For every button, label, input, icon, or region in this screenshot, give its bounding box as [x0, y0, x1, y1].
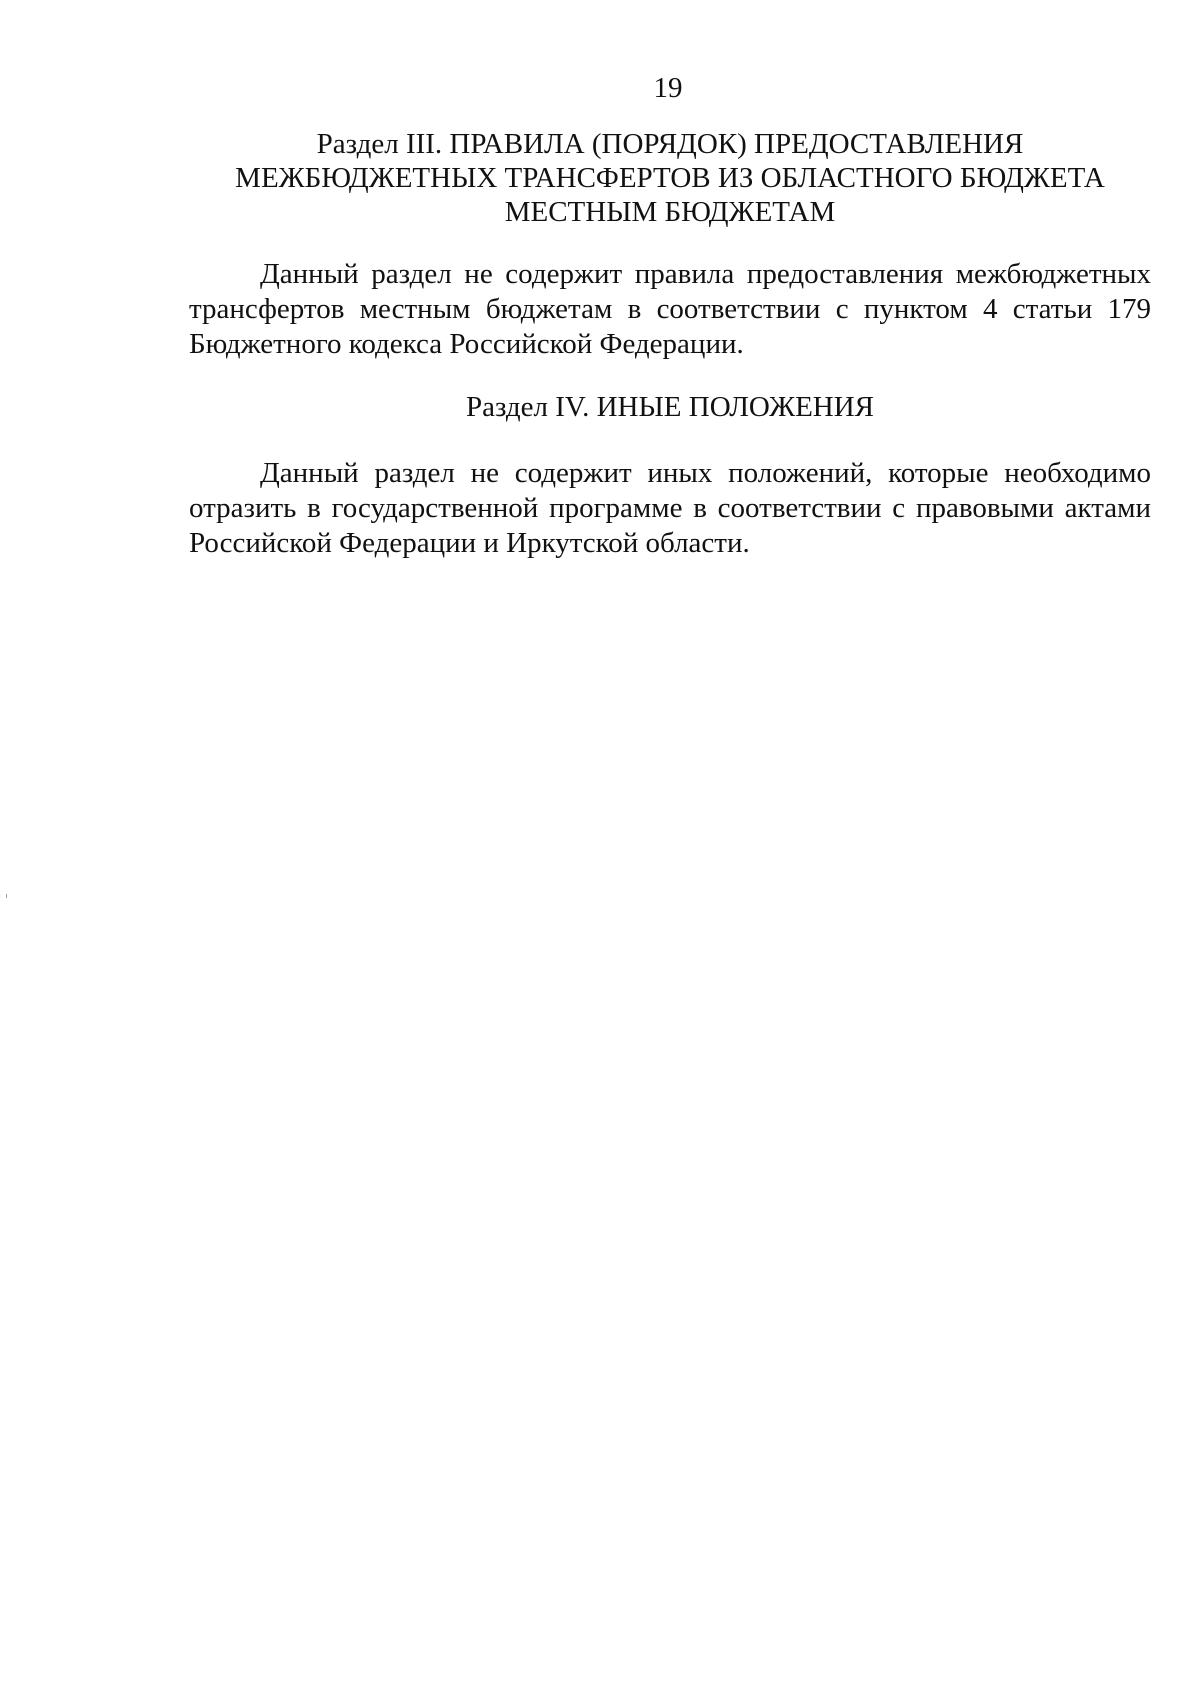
- page-number: 19: [653, 72, 683, 104]
- section-4-heading: [189, 390, 1151, 424]
- section-3-heading-line: МЕЖБЮДЖЕТНЫХ ТРАНСФЕРТОВ ИЗ ОБЛАСТНОГО БЮДЖЕТА: [235, 162, 1105, 194]
- section-3-paragraph: [189, 257, 1151, 362]
- section-3-paragraph-line: трансфертов местным бюджетам в соответствии с пунктом 4 статьи 179: [189, 293, 1151, 325]
- section-4-heading-line: Раздел IV. ИНЫЕ ПОЛОЖЕНИЯ: [465, 391, 875, 423]
- section-4-paragraph: [189, 456, 1151, 561]
- section-4-paragraph-line: Российской Федерации и Иркутской области.: [189, 527, 750, 559]
- section-3-heading-line: МЕСТНЫМ БЮДЖЕТАМ: [504, 196, 836, 228]
- section-3-paragraph-line: Данный раздел не содержит правила предоставления межбюджетных: [260, 258, 1151, 290]
- section-4-paragraph-line: отразить в государственной программе в соответствии с правовыми актами: [189, 492, 1151, 524]
- section-3-heading-line: Раздел III. ПРАВИЛА (ПОРЯДОК) ПРЕДОСТАВЛЕНИЯ: [316, 128, 1024, 160]
- section-4-paragraph-line: Данный раздел не содержит иных положений, которые необходимо: [260, 457, 1151, 489]
- section-3-heading: [189, 127, 1151, 229]
- section-3-paragraph-line: Бюджетного кодекса Российской Федерации.: [189, 328, 744, 360]
- scan-edge-mark: [6, 894, 7, 898]
